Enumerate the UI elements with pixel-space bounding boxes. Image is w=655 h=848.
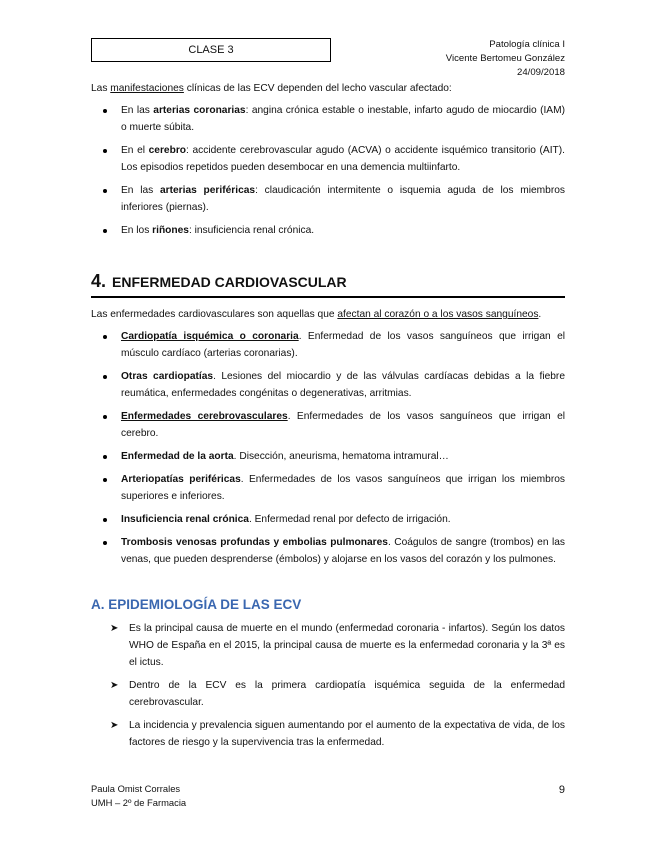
item-term: Insuficiencia renal crónica (121, 514, 249, 525)
subject-name: Patología clínica I (489, 39, 565, 50)
item-term: cerebro (148, 145, 187, 156)
item-prefix: En los (121, 225, 153, 236)
arrow-bullet-icon: ➤ (110, 720, 119, 731)
section-title: ENFERMEDAD CARDIOVASCULAR (112, 274, 347, 290)
item-prefix: En las (121, 105, 154, 116)
item-text: . Lesiones del miocardio y de las válvulas cardíacas debidas a la fiebre reumática, enfermedades congénitas o degenerativas, arritmias. (121, 371, 565, 399)
list-item (91, 471, 565, 505)
manifestaciones-list (91, 102, 565, 239)
item-text: La incidencia y prevalencia siguen aumentando por el aumento de la expectativa de vida, de los factores de riesgo y la supervivencia tras la enfermedad. (129, 720, 565, 748)
list-item (91, 448, 565, 465)
list-item (91, 511, 565, 528)
item-term: Enfermedad de la aorta (121, 451, 234, 462)
list-item (91, 534, 565, 568)
arrow-bullet-icon: ➤ (110, 623, 119, 634)
cardiovascular-list (91, 328, 565, 568)
intro-text-end: clínicas de las ECV dependen del lecho vascular afectado: (183, 83, 452, 94)
item-term-underlined: Cardiopatía isquémica o coronaria (121, 331, 299, 342)
item-term (121, 331, 299, 342)
item-text: . Enfermedad renal por defecto de irrigación. (248, 514, 451, 525)
list-item (91, 142, 565, 176)
list-item (91, 368, 565, 402)
item-term-underlined: Enfermedades cerebrovasculares (121, 411, 288, 422)
item-term (121, 411, 288, 422)
item-text: . Enfermedades de los vasos sanguíneos que irrigan los miembros superiores e inferiores. (121, 474, 565, 502)
footer-author: Paula Omist Corrales (91, 783, 181, 794)
list-item (91, 677, 565, 711)
item-text: Es la principal causa de muerte en el mundo (enfermedad coronaria - infartos). Según los datos WHO de España en el 2015, la principal causa de muerte es la enfermedad coronaria y la 3ª es el ictus. (129, 623, 565, 668)
section-intro (91, 306, 565, 323)
item-term: arterias coronarias (153, 105, 246, 116)
item-term: Trombosis venosas profundas y embolias pulmonares (121, 537, 388, 548)
section-intro-text: Las enfermedades cardiovasculares son aquellas que (91, 309, 338, 320)
list-item (91, 717, 565, 751)
item-text: . Enfermedades de los vasos sanguíneos que irrigan el cerebro. (121, 411, 565, 439)
list-item (91, 408, 565, 442)
list-item (91, 222, 565, 239)
list-item (91, 182, 565, 216)
item-term: arterias periféricas (159, 185, 256, 196)
intro-text: Las (91, 83, 111, 94)
list-item (91, 102, 565, 136)
section-heading (91, 270, 565, 298)
item-text: . Enfermedad de los vasos sanguíneos que irrigan el músculo cardíaco (arterias coronarias). (121, 331, 565, 359)
author-name: Vicente Bertomeu González (445, 53, 565, 64)
item-text: : claudicación intermitente o isquemia aguda de los miembros inferiores (piernas). (121, 185, 565, 213)
item-term: Arteriopatías periféricas (121, 474, 241, 485)
item-term: Otras cardiopatías (121, 371, 214, 382)
subsection-heading: A. EPIDEMIOLOGÍA DE LAS ECV (91, 597, 302, 612)
item-text: : insuficiencia renal crónica. (188, 225, 315, 236)
intro-underlined: manifestaciones (110, 83, 184, 94)
list-item (91, 328, 565, 362)
document-header-info (446, 38, 565, 80)
item-text: Dentro de la ECV es la primera cardiopatía isquémica seguida de la enfermedad cerebrovascular. (129, 680, 565, 708)
class-label-box (91, 38, 331, 62)
manifestaciones-intro (91, 80, 565, 97)
section-intro-underlined: afectan al corazón o a los vasos sanguíneos (337, 309, 539, 320)
item-text: . Coágulos de sangre (trombos) en las venas, que pueden desprenderse (émbolos) y alojarse en los vasos del corazón y los pulmones. (121, 537, 565, 565)
page-number: 9 (558, 784, 565, 796)
section-number: 4. (91, 271, 107, 291)
footer-course: UMH – 2º de Farmacia (91, 797, 187, 808)
item-prefix: En las (121, 185, 160, 196)
arrow-bullet-icon: ➤ (110, 680, 119, 691)
epidemiologia-list (91, 620, 565, 751)
item-text: : angina crónica estable o inestable, infarto agudo de miocardio (IAM) o muerte súbita. (121, 105, 565, 133)
item-text: : accidente cerebrovascular agudo (ACVA) o accidente isquémico transitorio (AIT). Los episodios repetidos pueden desembocar en una demencia multiinfarto. (121, 145, 565, 173)
document-date: 24/09/2018 (516, 67, 565, 78)
item-text: . Disección, aneurisma, hematoma intramural… (233, 451, 449, 462)
item-term: riñones (152, 225, 189, 236)
list-item (91, 620, 565, 671)
class-label: CLASE 3 (188, 43, 234, 56)
item-prefix: En el (121, 145, 149, 156)
page-footer (91, 782, 186, 810)
section-intro-end: . (538, 309, 542, 320)
